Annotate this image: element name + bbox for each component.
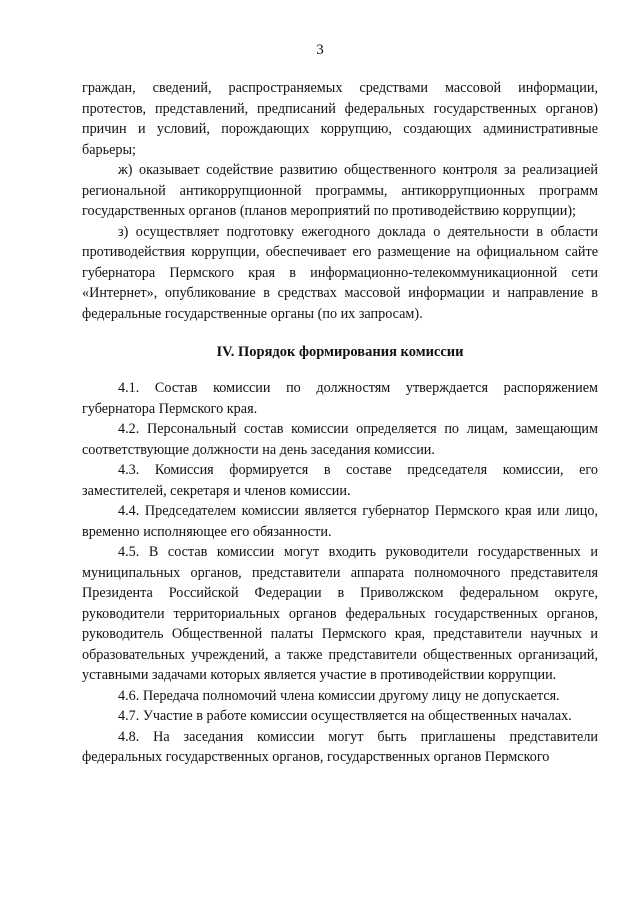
paragraph-4-8: 4.8. На заседания комиссии могут быть приглашены представители федеральных государственных органов, государственных органов Пермского — [82, 728, 598, 765]
document-body — [82, 78, 598, 768]
paragraph-4-1: 4.1. Состав комиссии по должностям утверждается распоряжением губернатора Пермского края. — [82, 380, 598, 417]
page-number: 3 — [316, 42, 324, 58]
paragraph-4-6: 4.6. Передача полномочий члена комиссии другому лицу не допускается. — [118, 687, 560, 704]
paragraph-item-z: з) осуществляет подготовку ежегодного доклада о деятельности в области противодействия коррупции, обеспечивает его размещение на официальном сайте губернатора Пермского края в информационно-телекоммуникационной сети «Интернет», опубликование в средствах массовой информации и направление в федеральные государственные органы (по их запросам). — [82, 223, 598, 322]
paragraph-continuation: граждан, сведений, распространяемых средствами массовой информации, протестов, представлений, предписаний федеральных государственных органов) причин и условий, порождающих коррупцию, создающих административные барьеры; — [82, 80, 598, 158]
paragraph-4-3: 4.3. Комиссия формируется в составе председателя комиссии, его заместителей, секретаря и членов комиссии. — [82, 462, 598, 499]
paragraph-4-4: 4.4. Председателем комиссии является губернатор Пермского края или лицо, временно исполняющее его обязанности. — [82, 503, 598, 540]
paragraph-4-5: 4.5. В состав комиссии могут входить руководители государственных и муниципальных органов, представители аппарата полномочного представителя Президента Российской Федерации в Приволжском федеральном округе, руководители территориальных органов федеральных государственных органов, руководитель Общественной палаты Пермского края, представители научных и образовательных учреждений, а также представители общественных организаций, уставными задачами которых является участие в противодействии коррупции. — [82, 544, 598, 683]
paragraph-item-zh: ж) оказывает содействие развитию общественного контроля за реализацией региональной антикоррупционной программы, антикоррупционных программ государственных органов (планов мероприятий по противодействию коррупции); — [82, 162, 598, 219]
paragraph-4-7: 4.7. Участие в работе комиссии осуществляется на общественных началах. — [118, 708, 572, 724]
section-heading: IV. Порядок формирования комиссии — [216, 344, 464, 360]
paragraph-4-2: 4.2. Персональный состав комиссии определяется по лицам, замещающим соответствующие должности на день заседания комиссии. — [82, 421, 598, 458]
